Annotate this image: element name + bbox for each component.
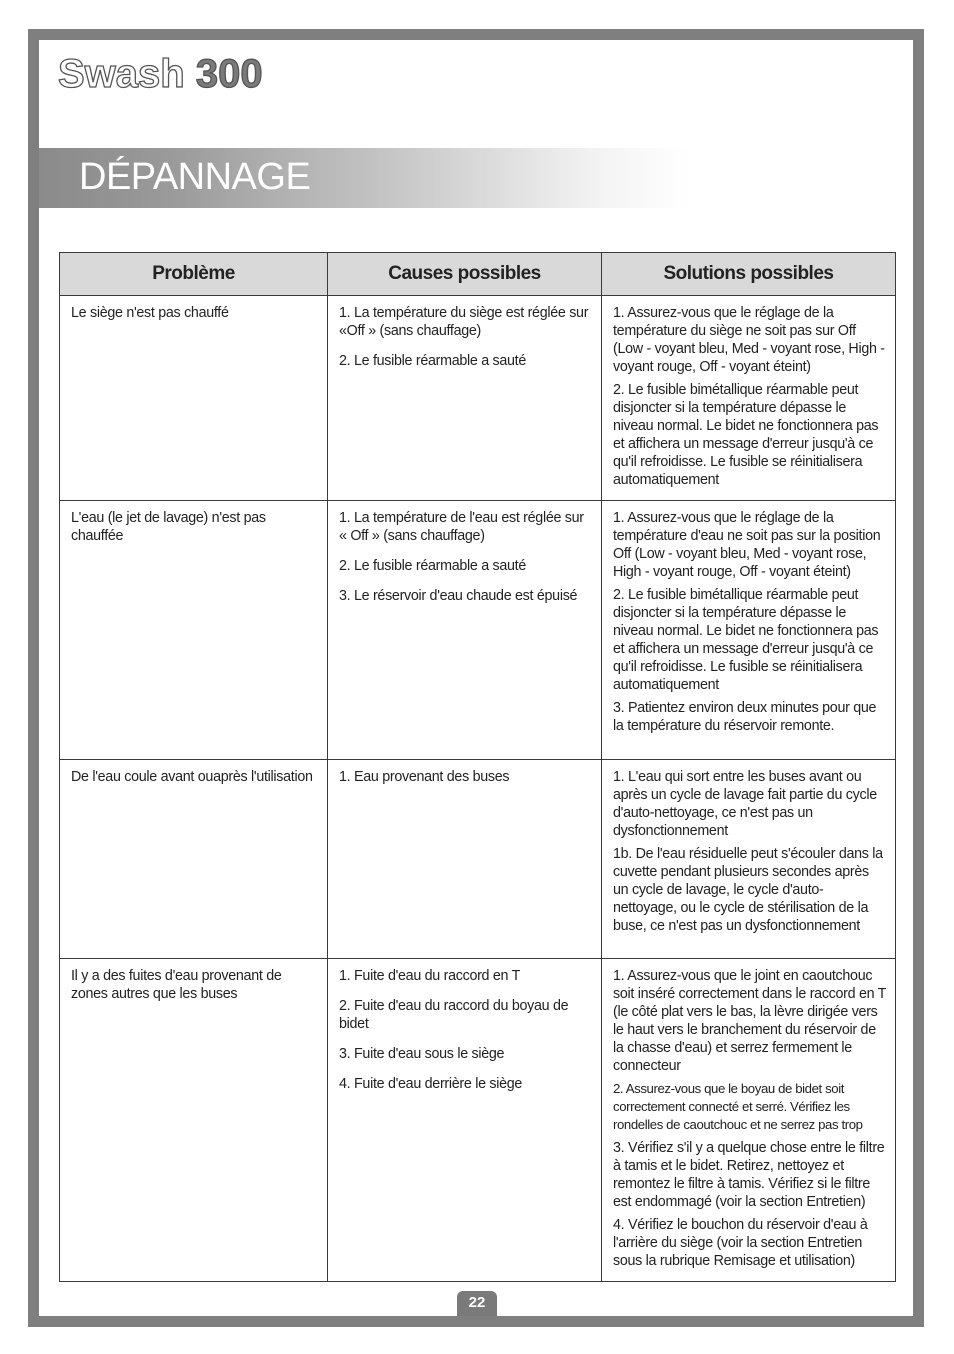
cause-item: 3. Le réservoir d'eau chaude est épuisé (339, 588, 578, 604)
causes-cell (328, 296, 602, 501)
table-header-row (60, 253, 896, 296)
solution-item: 4. Vérifiez le bouchon du réservoir d'eau à l'arrière du siège (voir la section Entretien sous la rubrique Remisage et utilisation) (613, 1217, 868, 1269)
cause-item: 2. Le fusible réarmable a sauté (339, 353, 527, 369)
solution-item: 2. Le fusible bimétallique réarmable peut disjoncter si la température dépasse le niveau normal. Le bidet ne fonctionnera pas et affichera un message d'erreur jusqu'à ce qu'il refroidisse. Le fusible se réinitialisera automatiquement (613, 587, 879, 693)
cause-item: 1. La température de l'eau est réglée sur « Off » (sans chauffage) (339, 510, 584, 544)
cause-item: 1. Eau provenant des buses (339, 769, 510, 785)
table-row (60, 501, 896, 760)
header-causes: Causes possibles (328, 253, 602, 296)
cause-item: 1. La température du siège est réglée sur «Off » (sans chauffage) (339, 305, 589, 339)
cause-item: 2. Le fusible réarmable a sauté (339, 558, 527, 574)
section-banner (39, 148, 689, 208)
product-title (58, 52, 263, 97)
solutions-cell (602, 760, 896, 959)
solution-item: 1. Assurez-vous que le réglage de la température du siège ne soit pas sur Off (Low - voyant bleu, Med - voyant rose, High - voyant rouge, Off - voyant éteint) (613, 305, 885, 375)
cause-item: 1. Fuite d'eau du raccord en T (339, 968, 521, 984)
solution-item: 2. Assurez-vous que le boyau de bidet soit correctement connecté et serré. Vérifiez les rondelles de caoutchouc et ne serrez pas trop (613, 1081, 863, 1132)
solutions-cell (602, 501, 896, 760)
causes-cell (328, 501, 602, 760)
table-row (60, 959, 896, 1282)
solution-item: 1. Assurez-vous que le joint en caoutchouc soit inséré correctement dans le raccord en T (le côté plat vers le bas, la lèvre dirigée vers le haut vers le branchement du réservoir de la chasse d'eau) et serrez fermement le connecteur (613, 968, 886, 1074)
problem-cell: Le siège n'est pas chauffé (60, 296, 328, 501)
problem-cell: Il y a des fuites d'eau provenant de zones autres que les buses (60, 959, 328, 1282)
causes-cell (328, 959, 602, 1282)
header-problem: Problème (60, 253, 328, 296)
solution-item: 1. Assurez-vous que le réglage de la température d'eau ne soit pas sur la position Off (Low - voyant bleu, Med - voyant rose, High - voyant rouge, Off - voyant éteint) (613, 510, 881, 580)
table-row (60, 296, 896, 501)
cause-item: 2. Fuite d'eau du raccord du boyau de bidet (339, 998, 569, 1032)
section-title: DÉPANNAGE (79, 156, 311, 198)
problem-cell: L'eau (le jet de lavage) n'est pas chauffée (60, 501, 328, 760)
cause-item: 3. Fuite d'eau sous le siège (339, 1046, 505, 1062)
solution-item: 1. L'eau qui sort entre les buses avant ou après un cycle de lavage fait partie du cycle d'auto-nettoyage, ce n'est pas un dysfonctionnement (613, 769, 877, 839)
table-row (60, 760, 896, 959)
solutions-cell (602, 959, 896, 1282)
solution-item: 3. Patientez environ deux minutes pour que la température du réservoir remonte. (613, 700, 877, 734)
solutions-cell (602, 296, 896, 501)
product-name: Swash (58, 52, 185, 96)
page-content (39, 40, 913, 1316)
page-frame (28, 29, 924, 1327)
product-model: 300 (195, 52, 263, 96)
problem-cell: De l'eau coule avant ouaprès l'utilisation (60, 760, 328, 959)
troubleshooting-table (59, 252, 896, 1282)
solution-item: 2. Le fusible bimétallique réarmable peut disjoncter si la température dépasse le niveau normal. Le bidet ne fonctionnera pas et affichera un message d'erreur jusqu'à ce qu'il refroidisse. Le fusible se réinitialisera automatiquement (613, 382, 879, 488)
solution-item: 1b. De l'eau résiduelle peut s'écouler dans la cuvette pendant plusieurs secondes après un cycle de lavage, le cycle d'auto-nettoyage, ou le cycle de stérilisation de la buse, ce n'est pas un dysfonctionnement (613, 846, 883, 934)
header-solutions: Solutions possibles (602, 253, 896, 296)
causes-cell (328, 760, 602, 959)
solution-item: 3. Vérifiez s'il y a quelque chose entre le filtre à tamis et le bidet. Retirez, nettoyez et remontez le filtre à tamis. Vérifiez si le filtre est endommagé (voir la section Entretien) (613, 1140, 885, 1210)
page-number: 22 (457, 1291, 497, 1316)
cause-item: 4. Fuite d'eau derrière le siège (339, 1076, 523, 1092)
